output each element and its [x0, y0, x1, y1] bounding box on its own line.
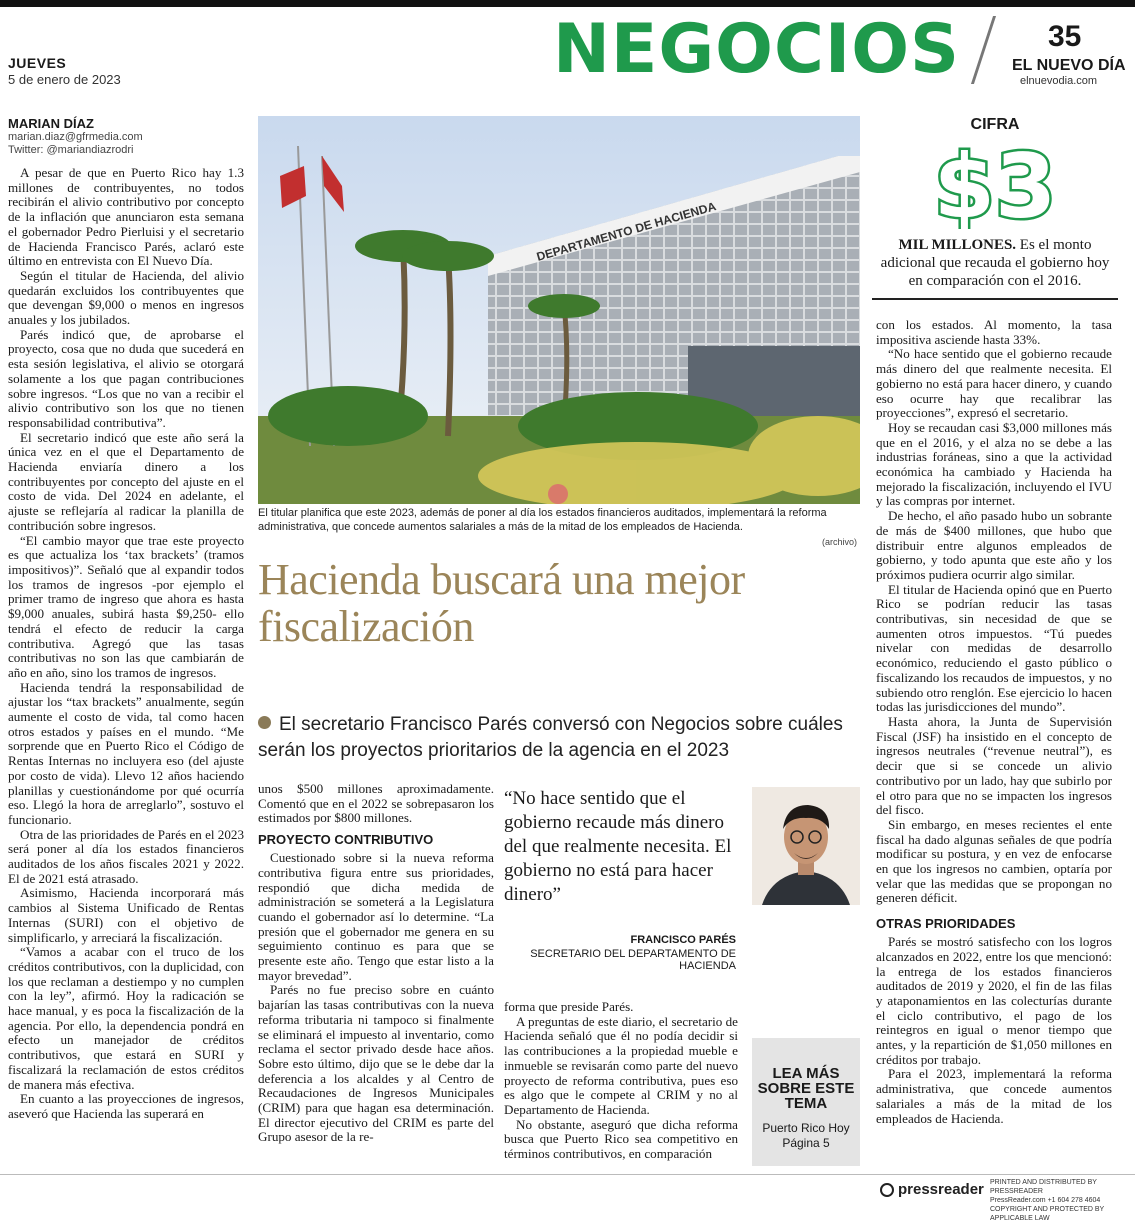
quote-attribution-title: SECRETARIO DEL DEPARTAMENTO DE HACIENDA: [530, 948, 736, 972]
author-name: MARIAN DÍAZ: [8, 116, 94, 131]
paragraph: Hoy se recaudan casi $3,000 millones más que en el 2016, y el alza no se debe a las industrias foráneas, sino a que la actividad económica ha cambiado y Hacienda ha mejorado la fiscalización, incluyendo el IVU y las compras por internet.: [876, 419, 1112, 509]
quote-attribution-name: FRANCISCO PARÉS: [630, 934, 736, 946]
cifra-divider: [872, 298, 1118, 300]
paragraph: Parés se mostró satisfecho con los logros alcanzados en 2022, entre los que mencionó: la entrega de los estados financieros auditados de 2019 y 2020, el fin de las filas y ataponamientos en las colecturías durante el ciclo contributivo, el pago de los reintegros en igual o menor tiempo que antes, y la repartición de $1,050 millones en créditos por trabajo.: [876, 934, 1112, 1067]
building-sign: DEPARTAMENTO DE HACIENDA: [534, 199, 718, 264]
pull-quote: “No hace sentido que el gobierno recaude más dinero del que realmente necesita. El gobierno no está para hacer dinero”: [504, 788, 732, 905]
paragraph: Cuestionado sobre si la nueva reforma contributiva figura entre sus prioridades, respondió que dicha medida de administración se someterá a la Legislatura cuando el gobernador así lo determine. “La presión que el gobernador me genera en su seguimiento continuo es para que se presente este año. Tengo que estar listo a la mayor brevedad”.: [258, 850, 494, 983]
paragraph: El secretario indicó que este año será la única vez en el que el Departamento de Hacienda enviaría dinero a los contribuyentes por concepto del ajuste en el costo de vida. Del 2024 en adelante, el ajuste se reflejaría al radicar la planilla de contribución sobre ingresos.: [8, 429, 244, 533]
pressreader-text: pressreader: [898, 1181, 984, 1198]
paragraph: A preguntas de este diario, el secretario de Hacienda señaló que él no podía decidir si las contribuciones a la propiedad mueble e inmueble se revisarán como parte del nuevo proyecto de reforma contributiva, pues eso es algo que le compete al CRIM y no al Departamento de Hacienda.: [504, 1013, 738, 1117]
cifra-description: [872, 236, 1118, 290]
paragraph: A pesar de que en Puerto Rico hay 1.3 millones de contribuyentes, no todos recibirán el alivio contributivo por concepto de la inflación que anunciaron esta semana el gobernador Pedro Pierluisi y el secretario de Hacienda Francisco Parés, aclaró este último en entrevista con El Nuevo Día.: [8, 165, 244, 269]
page-number: 35: [1048, 20, 1082, 53]
photo-caption: El titular planifica que este 2023, además de poner al día los estados financieros auditados, implementará la reforma administrativa, que concede aumentos salariales a más de la mitad de los empleados de Hacienda.: [258, 507, 827, 533]
paragraph: Hasta ahora, la Junta de Supervisión Fiscal (JSF) ha insistido en el concepto de ingresos neutrales (“revenue neutral”), es decir que si se concede un alivio contributivo por un lado, hay que subirlo por el otro para que no se impacten los ingresos del fisco.: [876, 713, 1112, 818]
cifra-number-text: $3: [933, 137, 1057, 229]
paragraph: El titular de Hacienda opinó que en Puerto Rico se podrían reducir las tasas contributivas, sin necesidad de que se aumenten otros impuestos. “Tú puedes nivelar con medidas de desarrollo económico, reduciendo el gasto público o fiscalizando los recaudos de impuestos, y no subiendo otro renglón. Ese ejercicio lo hacen todas las jurisdicciones del mundo”.: [876, 581, 1112, 715]
read-more-section: Puerto Rico Hoy: [762, 1121, 850, 1135]
date-label: 5 de enero de 2023: [8, 72, 121, 87]
cifra-number: [872, 137, 1118, 229]
pressreader-icon: [880, 1183, 894, 1197]
section-title: NEGOCIOS: [553, 10, 960, 89]
deck-text: El secretario Francisco Parés conversó con Negocios sobre cuáles serán los proyectos prioritarios de la agencia en el 2023: [258, 714, 843, 761]
paragraph: “No hace sentido que el gobierno recaude más dinero del que realmente necesita. El gobierno no está para hacer dinero, y cuando eso ocurre hay que recalibrar las proyecciones”, expresó el secretario.: [876, 346, 1112, 421]
byline: [8, 116, 244, 157]
paragraph: Para el 2023, implementará la reforma administrativa, que concede aumentos salariales a más de la mitad de los empleados de Hacienda.: [876, 1066, 1112, 1126]
paragraph: Otra de las prioridades de Parés en el 2023 será poner al día los estados financieros auditados de los años fiscales 2021 y 2022. El de 2021 está atrasado.: [8, 826, 244, 886]
paragraph: Sin embargo, en meses recientes el ente fiscal ha dado algunas señales de que podría modificar su postura, y en vez de enfocarse en que los ingresos no cambien, optaría por velar que las medidas que se propongan no generen déficit.: [876, 816, 1112, 906]
notice-line: PressReader.com +1 604 278 4604: [990, 1197, 1101, 1204]
paragraph: De hecho, el año pasado hubo un sobrante de más de $400 millones, que hubo que distribuir entre algunos empleados de gobierno, y todo apunta que este año y los próximos pudiera ocurrir algo similar.: [876, 508, 1112, 582]
cifra-label: CIFRA: [970, 116, 1020, 133]
paragraph: con los estados. Al momento, la tasa impositiva asciende hasta 33%.: [876, 317, 1112, 347]
newspaper-name: EL NUEVO DÍA: [1012, 57, 1126, 74]
paragraph: Según el titular de Hacienda, del alivio quedarán excluidos los contribuyentes que que devengan $9,000 o menos en ingresos anuales y los jubilados.: [8, 267, 244, 328]
article-column-4: [876, 318, 1112, 1126]
author-twitter: Twitter: @mariandiazrodri: [8, 144, 134, 156]
cifra-bold: MIL MILLONES.: [898, 237, 1017, 253]
article-column-1: [8, 166, 244, 1122]
headline: Hacienda buscará una mejor fiscalización: [258, 555, 745, 652]
paragraph: Parés indicó que, de aprobarse el proyecto, cosa que no duda que sucederá en esta sesión legislativa, el alivio se otorgará solamente a los que pagan contribuciones sobre ingresos. “Los que no van a recibir el alivio contributivo son los que no tienen responsabilidad contributiva”.: [8, 326, 244, 430]
read-more-page: Página 5: [782, 1136, 830, 1150]
paragraph: Asimismo, Hacienda incorporará más cambios al Sistema Unificado de Rentas Internas (SURI) con el objetivo de simplificarlo, y arreciará la fiscalización.: [8, 885, 244, 945]
paragraph: Parés no fue preciso sobre en cuánto bajarían las tasas contributivas con la nueva reforma tributaria ni tampoco si finalmente se eliminará el impuesto al inventario, como reclama el sector privado desde hace años. Sobre esto último, dijo que se le debe dar la deferencia a los alcaldes y al Centro de Recaudaciones de Ingresos Municipales (CRIM) para que hagan esa determinación. El director ejecutivo del CRIM es parte del Grupo asesor de la re-: [258, 982, 494, 1145]
portrait-photo: [752, 787, 860, 905]
paragraph: “Vamos a acabar con el truco de los créditos contributivos, con la duplicidad, con los que reclaman a destiempo y no cumplen con la ley”, afirmó. Hoy la radicación se hace manual, y es poca la fiscalización de la agencia. Por ello, la dependencia pondrá en efecto un manejador de créditos contributivos, que estará en SURI y fiscalizará la reclamación de estos créditos de manera más efectiva.: [8, 944, 244, 1092]
read-more-box[interactable]: [752, 1038, 860, 1166]
photo-credit: (archivo): [822, 537, 858, 547]
notice-line: COPYRIGHT AND PROTECTED BY APPLICABLE LAW: [990, 1206, 1105, 1222]
hacienda-building-photo: [258, 116, 860, 504]
paragraph: unos $500 millones aproximadamente. Comentó que en el 2022 se sobrepasaron los estimados por $800 millones.: [258, 781, 494, 826]
day-label: JUEVES: [8, 55, 67, 71]
article-column-2: [258, 782, 494, 1145]
section-divider: [971, 16, 996, 84]
paragraph: En cuanto a las proyecciones de ingresos, aseveró que Hacienda las superará en: [8, 1091, 244, 1121]
deck: [258, 712, 858, 764]
subhead: OTRAS PRIORIDADES: [876, 916, 1016, 932]
cifra-text: Es el monto adicional que recauda el gobierno hoy en comparación con el 2016.: [880, 237, 1110, 289]
top-rule: [0, 0, 1135, 7]
pressreader-notice: [990, 1178, 1135, 1223]
author-email: marian.diaz@gfrmedia.com: [8, 131, 143, 143]
paragraph: “El cambio mayor que trae este proyecto es que actualiza los ‘tax brackets’ (tramos impositivos)”. Señaló que al expandir todos los tramos de ingresos -por ejemplo el primer tramo de ingreso que ahora es hasta $9,000 anuales, subirá hasta $9,250- ello tendrá el efecto de reducir la carga contributiva. Agregó que las tasas contributivas no son las que cambiarán de año en año, sino los tramos de ingresos.: [8, 532, 244, 680]
paragraph: forma que preside Parés.: [504, 999, 634, 1014]
notice-line: PRINTED AND DISTRIBUTED BY PRESSREADER: [990, 1179, 1097, 1195]
subhead: PROYECTO CONTRIBUTIVO: [258, 832, 434, 848]
bullet-icon: [258, 716, 271, 729]
paragraph: No obstante, aseguró que dicha reforma busca que Puerto Rico sea competitivo en términos contributivos, en comparación: [504, 1116, 738, 1162]
footer-rule: [0, 1174, 1135, 1175]
read-more-title: LEA MÁS SOBRE ESTE TEMA: [757, 1065, 855, 1112]
article-column-3: [504, 1000, 738, 1162]
pressreader-logo: [880, 1181, 984, 1198]
paragraph: Hacienda tendrá la responsabilidad de ajustar los “tax brackets” anualmente, según aumente el costo de vida, tal como hacen otros estados y países en el mundo. “Me sorprende que en Puerto Rico el Código de Rentas Internas no incluyera eso (del ajuste por costo de vida). Llevo 12 años haciendo planillas y cuestionándome por qué ocurría eso. Llegó la hora de arreglarlo”, sostuvo el funcionario.: [8, 679, 244, 827]
newspaper-url: elnuevodia.com: [1020, 75, 1098, 87]
